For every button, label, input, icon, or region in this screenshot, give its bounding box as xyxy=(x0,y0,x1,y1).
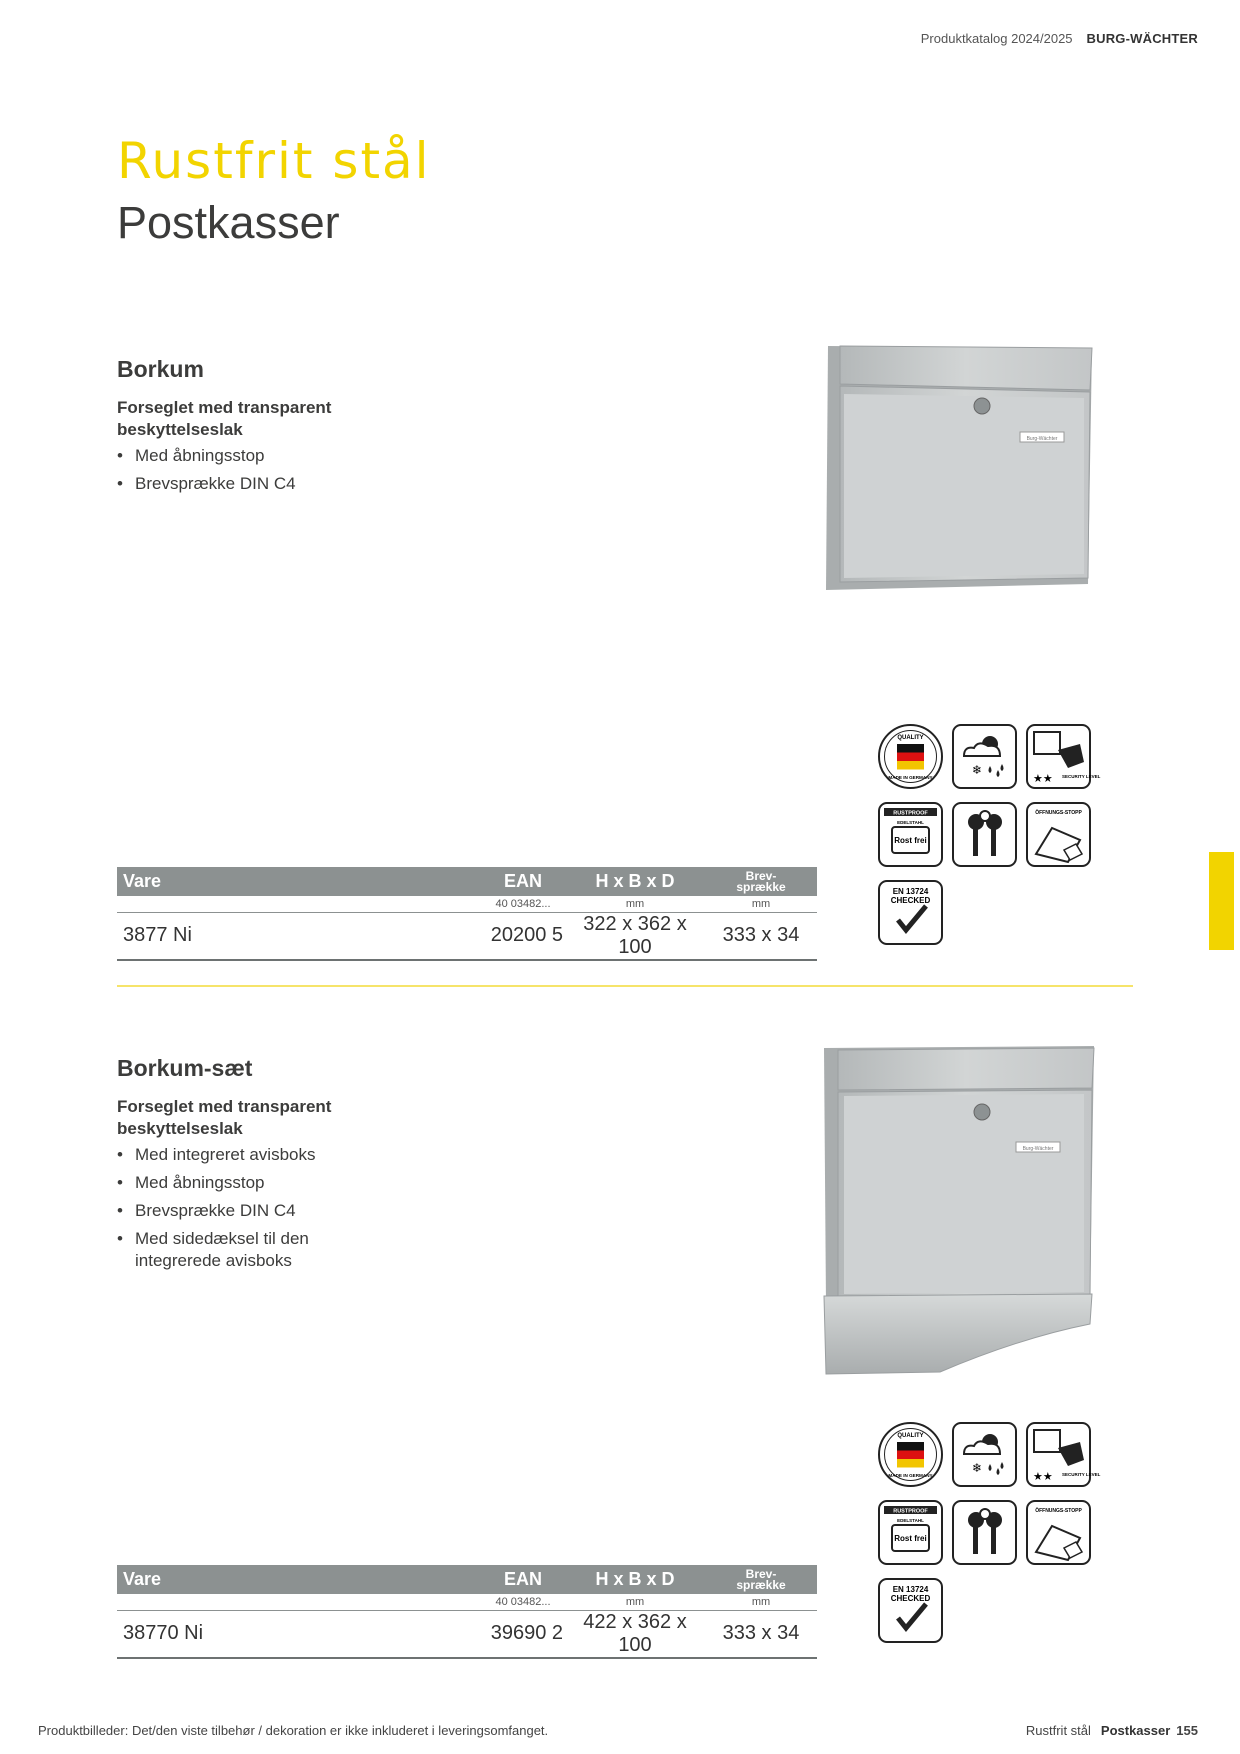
spec-table-borkum xyxy=(117,867,817,961)
svg-text:MADE IN GERMANY: MADE IN GERMANY xyxy=(888,1473,933,1478)
unit-dims: mm xyxy=(565,1594,705,1610)
svg-text:EDELSTAHL: EDELSTAHL xyxy=(897,820,924,825)
svg-text:QUALITY: QUALITY xyxy=(897,735,924,741)
svg-text:EDELSTAHL: EDELSTAHL xyxy=(897,1518,924,1523)
cell-dims: 322 x 362 x 100 xyxy=(565,912,705,960)
cell-slot: 333 x 34 xyxy=(705,912,817,960)
feature-list xyxy=(117,445,817,495)
mailbox-image xyxy=(822,342,1096,592)
col-header-slot: Brev- sprække xyxy=(705,867,817,896)
svg-text:MADE IN GERMANY: MADE IN GERMANY xyxy=(888,775,933,780)
svg-text:ÖFFNUNGS-STOPP: ÖFFNUNGS-STOPP xyxy=(1035,810,1082,816)
svg-text:Burg-Wächter: Burg-Wächter xyxy=(1026,436,1058,442)
mailbox-with-newspaper-box-image xyxy=(820,1042,1098,1378)
table-row xyxy=(117,1610,817,1658)
table-row xyxy=(117,912,817,960)
product-subtitle: Forseglet med transparent beskyttelseslak xyxy=(117,1097,332,1138)
unit-ean: 40 03482... xyxy=(481,1594,565,1610)
cell-ean: 20200 5 xyxy=(481,912,565,960)
svg-text:Rost frei: Rost frei xyxy=(894,836,927,845)
unit-slot: mm xyxy=(705,896,817,912)
feature-item: • Med integreret avisboks xyxy=(117,1144,357,1166)
footer-section: Rustfrit stål xyxy=(1025,1723,1091,1738)
keys-icon xyxy=(952,1500,1017,1565)
unit-ean: 40 03482... xyxy=(481,896,565,912)
col-header-dims: H x B x D xyxy=(565,1565,705,1594)
cell-vare: 3877 Ni xyxy=(117,912,481,960)
svg-text:SECURITY LEVEL: SECURITY LEVEL xyxy=(1062,774,1101,779)
col-header-vare: Vare xyxy=(117,867,481,896)
unit-slot: mm xyxy=(705,1594,817,1610)
opening-stop-icon xyxy=(1026,802,1091,867)
spec-table-borkum-saet xyxy=(117,1565,817,1659)
en-13724-checked-icon xyxy=(878,1578,943,1643)
rustproof-icon xyxy=(878,1500,943,1565)
feature-item: • Med åbningsstop xyxy=(117,1172,357,1194)
col-header-dims: H x B x D xyxy=(565,867,705,896)
svg-text:CHECKED: CHECKED xyxy=(890,896,931,905)
svg-text:ÖFFNUNGS-STOPP: ÖFFNUNGS-STOPP xyxy=(1035,1508,1082,1514)
svg-text:EN 13724: EN 13724 xyxy=(892,1585,929,1594)
opening-stop-icon xyxy=(1026,1500,1091,1565)
col-header-ean: EAN xyxy=(481,867,565,896)
en-13724-checked-icon xyxy=(878,880,943,945)
svg-text:Rost frei: Rost frei xyxy=(894,1534,927,1543)
svg-text:Burg-Wächter: Burg-Wächter xyxy=(1022,1146,1054,1152)
page-number: 155 xyxy=(1176,1723,1198,1738)
svg-text:CHECKED: CHECKED xyxy=(890,1594,931,1603)
feature-item: • Brevsprække DIN C4 xyxy=(117,1200,357,1222)
page-title-category: Rustfrit stål xyxy=(117,132,431,190)
cell-vare: 38770 Ni xyxy=(117,1610,481,1658)
weather-resistant-icon xyxy=(952,1422,1017,1487)
product-borkum-saet xyxy=(117,1055,817,1278)
svg-text:❄: ❄ xyxy=(972,1461,983,1475)
svg-text:SECURITY LEVEL: SECURITY LEVEL xyxy=(1062,1472,1101,1477)
brand-name: BURG-WÄCHTER xyxy=(1086,31,1198,46)
col-header-slot: Brev- sprække xyxy=(705,1565,817,1594)
product-name: Borkum-sæt xyxy=(117,1055,253,1081)
product-name: Borkum xyxy=(117,356,204,382)
feature-item: • Med sidedæksel til den integrerede avisboks xyxy=(117,1228,357,1272)
catalog-label: Produktkatalog 2024/2025 xyxy=(920,31,1073,46)
quality-made-in-germany-icon xyxy=(878,724,943,789)
svg-text:★★: ★★ xyxy=(1033,1470,1053,1483)
col-header-ean: EAN xyxy=(481,1565,565,1594)
svg-text:★★: ★★ xyxy=(1033,772,1053,785)
feature-list xyxy=(117,1144,817,1272)
section-divider xyxy=(117,985,1133,987)
weather-resistant-icon xyxy=(952,724,1017,789)
page-title: Postkasser xyxy=(117,197,340,248)
keys-icon xyxy=(952,802,1017,867)
feature-item: • Brevsprække DIN C4 xyxy=(117,473,357,495)
cell-dims: 422 x 362 x 100 xyxy=(565,1610,705,1658)
cell-slot: 333 x 34 xyxy=(705,1610,817,1658)
quality-made-in-germany-icon xyxy=(878,1422,943,1487)
cell-ean: 39690 2 xyxy=(481,1610,565,1658)
security-level-icon xyxy=(1026,1422,1101,1487)
svg-text:EN 13724: EN 13724 xyxy=(892,887,929,896)
svg-text:RUSTPROOF: RUSTPROOF xyxy=(893,1508,928,1515)
rustproof-icon xyxy=(878,802,943,867)
product-subtitle: Forseglet med transparent beskyttelseslak xyxy=(117,398,332,439)
lock-icon xyxy=(974,1104,990,1120)
col-header-vare: Vare xyxy=(117,1565,481,1594)
security-level-icon xyxy=(1026,724,1101,789)
section-tab-marker xyxy=(1209,852,1234,950)
lock-icon xyxy=(974,398,990,414)
product-borkum xyxy=(117,356,817,501)
page-footer xyxy=(1026,1723,1198,1738)
feature-item: • Med åbningsstop xyxy=(117,445,357,467)
svg-text:RUSTPROOF: RUSTPROOF xyxy=(893,810,928,817)
unit-dims: mm xyxy=(565,896,705,912)
svg-text:❄: ❄ xyxy=(972,763,983,777)
footer-category: Postkasser xyxy=(1100,1723,1171,1738)
svg-text:QUALITY: QUALITY xyxy=(897,1433,924,1439)
page-header xyxy=(921,31,1198,46)
footer-disclaimer: Produktbilleder: Det/den viste tilbehør / dekoration er ikke inkluderet i leveringsomfanget. xyxy=(38,1723,549,1738)
